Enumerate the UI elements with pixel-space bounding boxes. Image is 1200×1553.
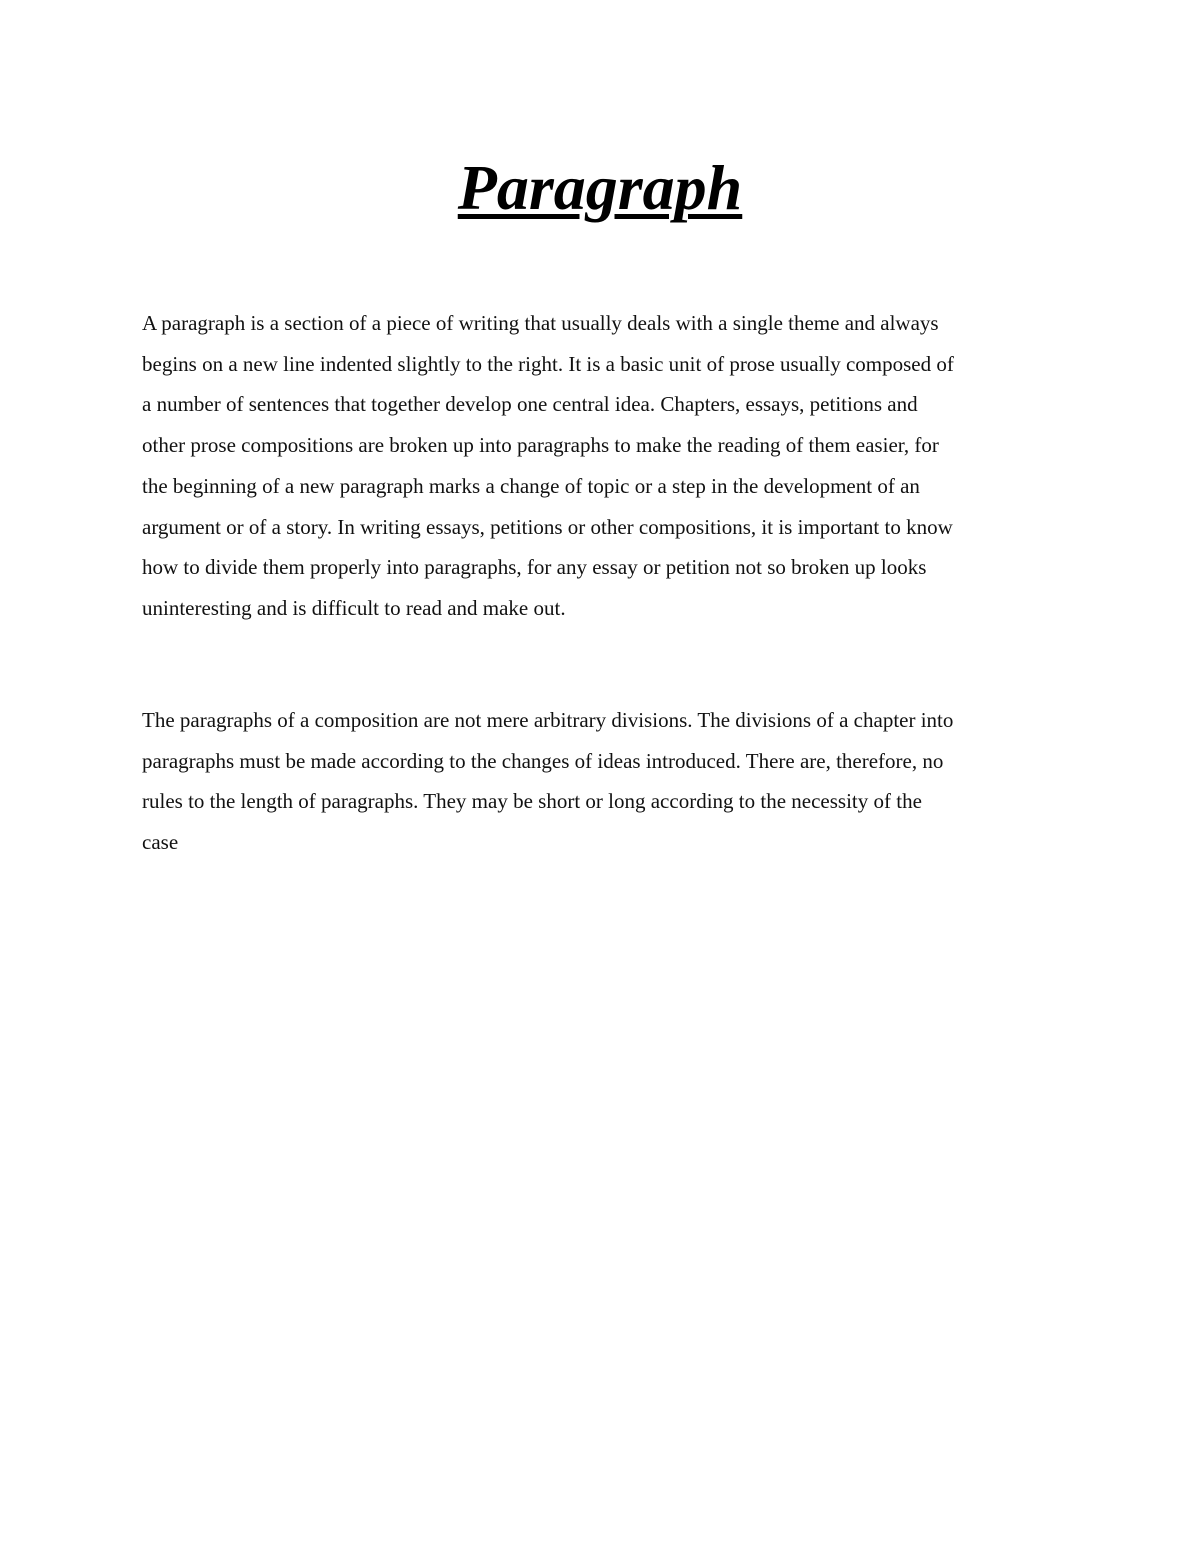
paragraph-1-line: A paragraph is a section of a piece of writing that usually deals with a single theme and always bbox=[142, 311, 939, 335]
paragraph-1-line: a number of sentences that together develop one central idea. Chapters, essays, petitions and bbox=[142, 392, 918, 417]
paragraph-1-line: the beginning of a new paragraph marks a change of topic or a step in the development of an bbox=[142, 473, 920, 498]
paragraph-2-line: paragraphs must be made according to the changes of ideas introduced. There are, therefore, no bbox=[142, 748, 944, 773]
paragraph-1-line: other prose compositions are broken up into paragraphs to make the reading of them easier, for bbox=[142, 433, 939, 458]
paragraph-2-line: rules to the length of paragraphs. They may be short or long according to the necessity of the bbox=[142, 789, 922, 814]
paragraph-2 bbox=[142, 700, 1062, 863]
paragraph-1-line: argument or of a story. In writing essays, petitions or other compositions, it is important to know bbox=[142, 514, 953, 539]
paragraph-1-line: begins on a new line indented slightly to the right. It is a basic unit of prose usually composed of bbox=[142, 351, 954, 376]
paragraph-2-line: case bbox=[142, 830, 179, 855]
paragraph-1-line: uninteresting and is difficult to read and make out. bbox=[142, 595, 566, 620]
paragraph-1 bbox=[142, 303, 1062, 629]
paragraph-1-line: how to divide them properly into paragraphs, for any essay or petition not so broken up looks bbox=[142, 555, 927, 580]
paragraph-2-line: The paragraphs of a composition are not mere arbitrary divisions. The divisions of a chapter into bbox=[142, 708, 954, 732]
document-title: Paragraph bbox=[457, 152, 743, 223]
